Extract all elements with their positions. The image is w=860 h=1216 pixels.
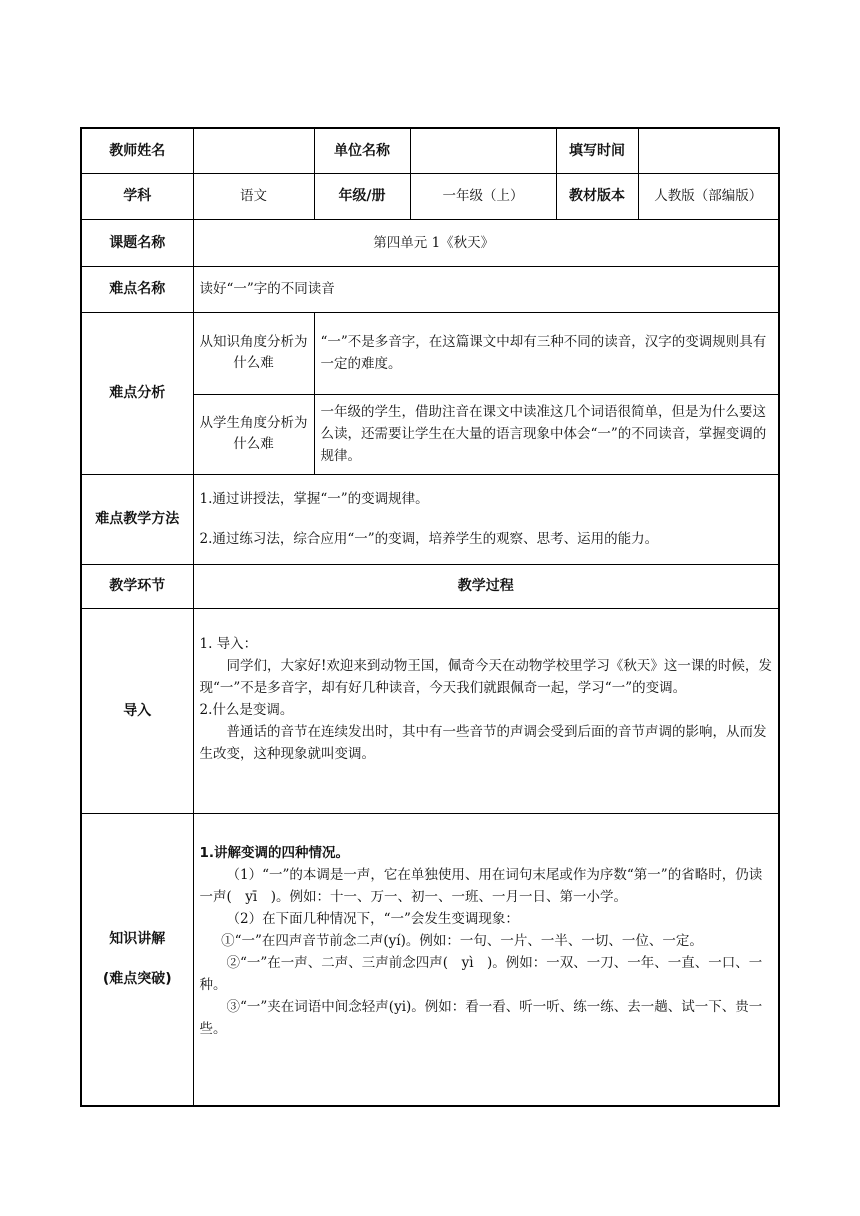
textbook-value: 人教版（部编版） [638,173,779,219]
analysis-label: 难点分析 [81,312,193,474]
difficulty-label: 难点名称 [81,266,193,312]
analysis-row-knowledge [81,312,779,394]
knowledge-sublabel: (难点突破) [102,971,172,988]
unit-name-value [410,128,556,173]
subject-value: 语文 [193,173,314,219]
student-angle-text: 一年级的学生，借助注音在课文中读准这几个词语很简单，但是为什么要这么读，还需要让学生在大量的语言现象中体会“一”的不同读音，掌握变调的规律。 [314,394,779,474]
knowledge-para-5: ③“一”夹在词语中间念轻声(yi)。例如：看一看、听一听、练一练、去一趟、试一下、贵一些。 [199,998,763,1037]
topic-value: 第四单元 1《秋天》 [193,219,779,266]
knowledge-angle-text: “一”不是多音字，在这篇课文中却有三种不同的读音，汉字的变调规则具有一定的难度。 [314,312,779,394]
methods-row [81,474,779,564]
grade-value: 一年级（上） [410,173,556,219]
process-header-row [81,564,779,608]
stage-header: 教学环节 [81,564,193,608]
subject-row [81,173,779,219]
header-row [81,128,779,173]
method-item-1: 1.通过讲授法，掌握“一”的变调规律。 [199,491,429,507]
knowledge-para-1: （1）“一”的本调是一声，它在单独使用、用在词句末尾或作为序数“第一”的省略时，仍读一声( yī )。例如：十一、万一、初一、一班、一月一日、第一小学。 [199,866,763,905]
methods-label: 难点教学方法 [81,474,193,564]
knowledge-title: 1.讲解变调的四种情况。 [199,844,350,861]
knowledge-angle-label: 从知识角度分析为什么难 [193,312,314,394]
fill-time-label: 填写时间 [556,128,638,173]
fill-time-value [638,128,779,173]
intro-line-4: 普通话的音节在连续发出时，其中有一些音节的声调会受到后面的音节声调的影响，从而发生改变，这种现象就叫变调。 [199,723,767,762]
process-header: 教学过程 [193,564,779,608]
topic-label: 课题名称 [81,219,193,266]
knowledge-label: 知识讲解 [109,931,166,948]
teacher-name-value [193,128,314,173]
methods-content [193,474,779,564]
knowledge-label-cell [81,813,193,1106]
subject-label: 学科 [81,173,193,219]
lesson-plan-sheet [80,127,778,1107]
intro-line-3: 2.什么是变调。 [199,701,294,718]
lesson-plan-table [80,127,780,1107]
knowledge-para-2: （2）在下面几种情况下，“一”会发生变调现象： [226,910,519,927]
knowledge-row [81,813,779,1106]
knowledge-para-3: ①“一”在四声音节前念二声(yí)。例如：一句、一片、一半、一切、一位、一定。 [221,932,703,949]
method-item-2: 2.通过练习法，综合应用“一”的变调，培养学生的观察、思考、运用的能力。 [199,531,659,547]
unit-name-label: 单位名称 [314,128,410,173]
difficulty-value: 读好“一”字的不同读音 [193,266,779,312]
grade-label: 年级/册 [314,173,410,219]
teacher-name-label: 教师姓名 [81,128,193,173]
student-angle-label: 从学生角度分析为什么难 [193,394,314,474]
textbook-label: 教材版本 [556,173,638,219]
difficulty-row [81,266,779,312]
intro-row [81,608,779,813]
intro-label: 导入 [81,608,193,813]
topic-row [81,219,779,266]
knowledge-para-4: ②“一”在一声、二声、三声前念四声( yì )。例如：一双、一刀、一年、一直、一口、一种。 [199,954,763,993]
intro-line-1: 1. 导入： [199,635,258,652]
intro-line-2: 同学们，大家好!欢迎来到动物王国，佩奇今天在动物学校里学习《秋天》这一课的时候，发现“一”不是多音字，却有好几种读音，今天我们就跟佩奇一起，学习“一”的变调。 [199,657,772,696]
knowledge-content [193,813,779,1106]
intro-content [193,608,779,813]
